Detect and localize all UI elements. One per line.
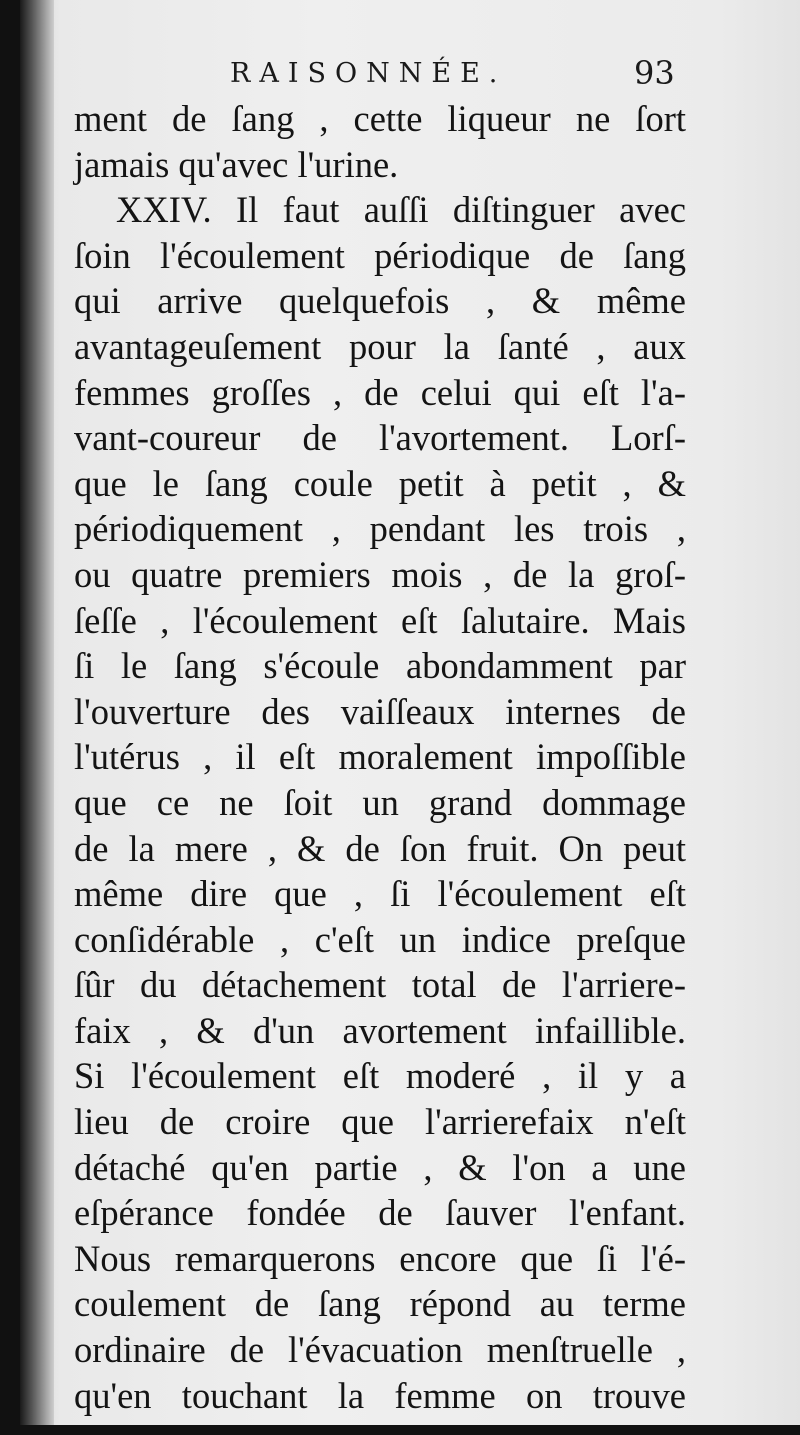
text-line: lieu de croire que l'arrierefaix n'eſt — [74, 1101, 686, 1143]
text-line: de la mere , & de ſon fruit. On peut — [74, 827, 686, 869]
text-line: XXIV. Il faut auſſi diſtinguer avec — [116, 189, 686, 231]
text-line: détaché qu'en partie , & l'on a une — [74, 1146, 686, 1188]
text-line: l'utérus , il eſt moralement impoſſible — [74, 736, 686, 778]
text-line: ment de ſang , cette liqueur ne ſort — [74, 98, 686, 139]
text-line: vant-coureur de l'avortement. Lorſ- — [74, 417, 686, 459]
text-line: coulement de ſang répond au terme — [74, 1283, 686, 1325]
text-line: ſi le ſang s'écoule abondamment par — [74, 645, 686, 687]
text-line: même dire que , ſi l'écoulement eſt — [74, 873, 686, 915]
text-line: qui arrive quelquefois , & même — [74, 280, 686, 322]
text-line: eſpérance fondée de ſauver l'enfant. — [74, 1192, 686, 1234]
text-line: périodiquement , pendant les trois , — [74, 508, 686, 550]
text-line: ſoin l'écoulement périodique de ſang — [74, 234, 686, 276]
text-line: jamais qu'avec l'urine. — [74, 143, 399, 185]
text-line: ſeſſe , l'écoulement eſt ſalutaire. Mais — [74, 599, 686, 641]
text-line: que ce ne ſoit un grand dommage — [74, 781, 686, 823]
text-line: qu'en touchant la femme on trouve — [74, 1374, 686, 1416]
binding-gutter-shadow — [20, 0, 54, 1425]
text-line: conſidérable , c'eſt un indice preſque — [74, 918, 686, 960]
text-line: que le ſang coule petit à petit , & — [74, 462, 686, 504]
page-header — [0, 54, 800, 98]
text-line: avantageuſement pour la ſanté , aux — [74, 325, 686, 367]
body-text — [74, 96, 686, 1418]
text-line: ou quatre premiers mois , de la groſ- — [74, 553, 686, 595]
running-title: RAISONNÉE. — [230, 58, 507, 89]
page-number: 93 — [634, 54, 675, 92]
text-line: Nous remarquerons encore que ſi l'é- — [74, 1237, 686, 1279]
text-line: ſûr du détachement total de l'arriere- — [74, 964, 686, 1006]
text-line: ordinaire de l'évacuation menſtruelle , — [74, 1329, 686, 1371]
text-line: femmes groſſes , de celui qui eſt l'a- — [74, 371, 686, 413]
text-line: l'ouverture des vaiſſeaux internes de — [74, 690, 686, 732]
text-line: Si l'écoulement eſt moderé , il y a — [74, 1055, 686, 1097]
text-line: faix , & d'un avortement infaillible. — [74, 1009, 686, 1051]
